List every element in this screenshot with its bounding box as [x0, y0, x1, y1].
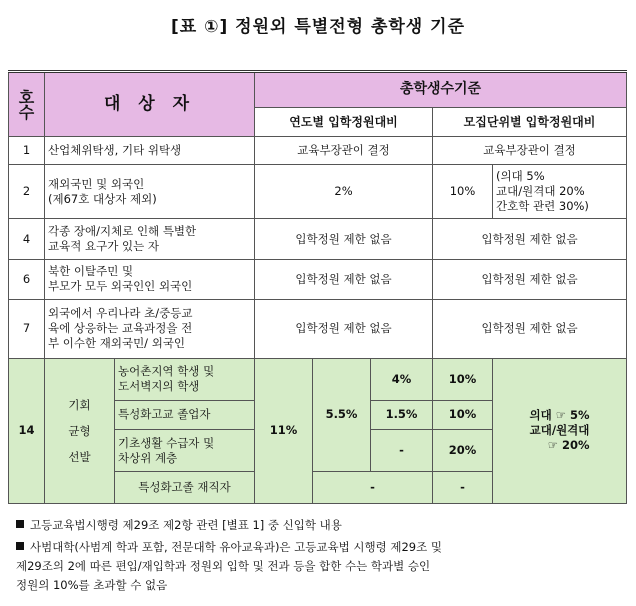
note-item: 사범대학(사범계 학과 포함, 전문대학 유아교육과)은 고등교육법 시행령 제29조 및 — [16, 538, 622, 557]
square-bullet-icon — [16, 520, 24, 528]
header-hosu: 호수 — [9, 72, 45, 137]
page-title: [표 ①] 정원외 특별전형 총학생 기준 — [170, 17, 465, 37]
table-row: 14 기회 균형 선발 농어촌지역 학생 및 도서벽지의 학생 11% 5.5% 4% 10% 의대 ☞ 5% 교대/원격대 ☞ 20% — [9, 358, 627, 400]
table-row: 4 각종 장애/지체로 인해 특별한 교육적 요구가 있는 자 입학정원 제한 없음 입학정원 제한 없음 — [9, 219, 627, 259]
table-row: 7 외국에서 우리나라 초/중등교 육에 상응하는 교육과정을 전 부 이수한 재외국민/ 외국인 입학정원 제한 없음 입학정원 제한 없음 — [9, 299, 627, 358]
table-row: 특성화고졸 재직자 - - — [9, 472, 627, 504]
table-row: 1 산업체위탁생, 기타 위탁생 교육부장관이 결정 교육부장관이 결정 — [9, 137, 627, 164]
header-target: 대 상 자 — [45, 72, 255, 137]
header-by-unit: 모집단위별 입학정원대비 — [433, 107, 627, 137]
footnotes — [16, 516, 622, 595]
group-label: 기회 균형 선발 — [45, 358, 115, 503]
table-row: 특성화고교 졸업자 1.5% 10% — [9, 400, 627, 430]
table-row: 6 북한 이탈주민 및 부모가 모두 외국인인 외국인 입학정원 제한 없음 입학정원 제한 없음 — [9, 259, 627, 299]
row14-note: 의대 ☞ 5% 교대/원격대 ☞ 20% — [493, 358, 627, 503]
quota-table — [8, 70, 627, 504]
note-line: 정원의 10%를 초과할 수 없음 — [16, 578, 168, 592]
note-item: 고등교육법시행령 제29조 제2항 관련 [별표 1] 중 신입학 내용 — [16, 516, 622, 535]
square-bullet-icon — [16, 542, 24, 550]
table-row: 2 재외국민 및 외국인 (제67호 대상자 제외) 2% 10% (의대 5% 교대/원격대 20% 간호학 관련 30%) — [9, 164, 627, 219]
note-line: 제29조의 2에 따른 편입/재입학과 정원외 입학 및 전과 등을 합한 수는 학과별 승인 — [16, 559, 431, 573]
header-by-year: 연도별 입학정원대비 — [255, 107, 433, 137]
table-row: 기초생활 수급자 및 차상위 계층 - 20% — [9, 430, 627, 472]
header-total-standard: 총학생수기준 — [255, 72, 627, 108]
